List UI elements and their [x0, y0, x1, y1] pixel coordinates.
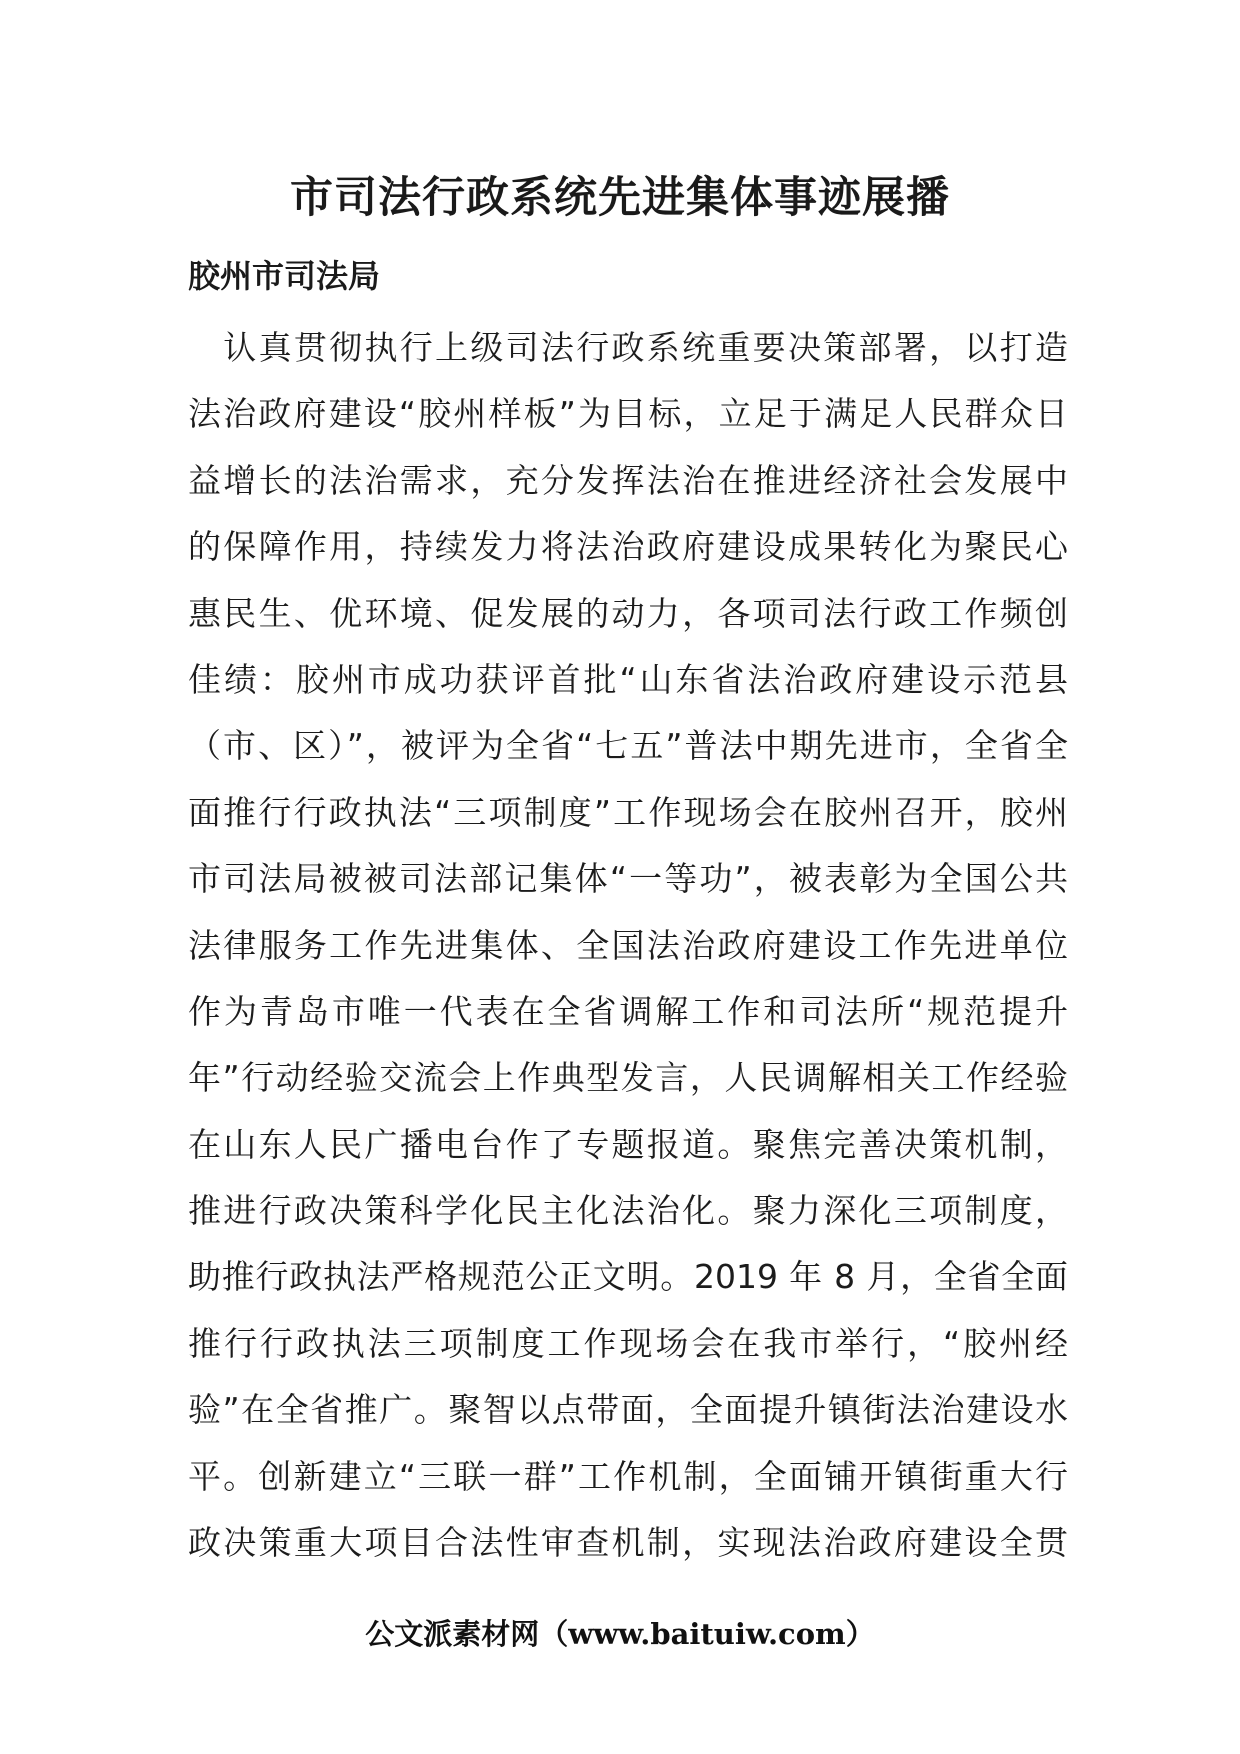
- text-line: 助推行政执法严格规范公正文明。2019 年 8 月，全省全面: [188, 1257, 1068, 1297]
- text-line: 认真贯彻执行上级司法行政系统重要决策部署，以打造: [188, 328, 1068, 367]
- section-heading: 胶州市司法局: [188, 257, 381, 295]
- text-line: 在山东人民广播电台作了专题报道。聚焦完善决策机制，: [188, 1124, 1068, 1164]
- body-paragraph: [188, 315, 1068, 1576]
- text-line: 推进行政决策科学化民主化法治化。聚力深化三项制度，: [188, 1191, 1068, 1231]
- footer-watermark: 公文派素材网（www.baituiw.com）: [365, 1617, 875, 1651]
- text-line: 验”在全省推广。聚智以点带面，全面提升镇街法治建设水: [188, 1390, 1068, 1430]
- text-line: 市司法局被被司法部记集体“一等功”，被表彰为全国公共: [188, 859, 1068, 899]
- text-line: 惠民生、优环境、促发展的动力，各项司法行政工作频创: [188, 593, 1068, 633]
- text-line: （市、区）”，被评为全省“七五”普法中期先进市，全省全: [188, 726, 1068, 766]
- text-line: 作为青岛市唯一代表在全省调解工作和司法所“规范提升: [188, 991, 1068, 1031]
- text-line: 面推行行政执法“三项制度”工作现场会在胶州召开，胶州: [188, 792, 1068, 832]
- text-line: 益增长的法治需求，充分发挥法治在推进经济社会发展中: [188, 460, 1068, 500]
- text-line: 推行行政执法三项制度工作现场会在我市举行，“胶州经: [188, 1323, 1068, 1363]
- text-line: 佳绩：胶州市成功获评首批“山东省法治政府建设示范县: [188, 659, 1068, 699]
- page-title: 市司法行政系统先进集体事迹展播: [290, 173, 950, 223]
- text-line: 的保障作用，持续发力将法治政府建设成果转化为聚民心: [188, 527, 1068, 567]
- text-line: 平。创新建立“三联一群”工作机制，全面铺开镇街重大行: [188, 1456, 1068, 1496]
- text-line: 年”行动经验交流会上作典型发言，人民调解相关工作经验: [188, 1058, 1068, 1098]
- text-line: 法治政府建设“胶州样板”为目标，立足于满足人民群众日: [188, 394, 1068, 434]
- text-line: 法律服务工作先进集体、全国法治政府建设工作先进单位: [188, 925, 1068, 965]
- text-line: 政决策重大项目合法性审查机制，实现法治政府建设全贯: [188, 1523, 1068, 1563]
